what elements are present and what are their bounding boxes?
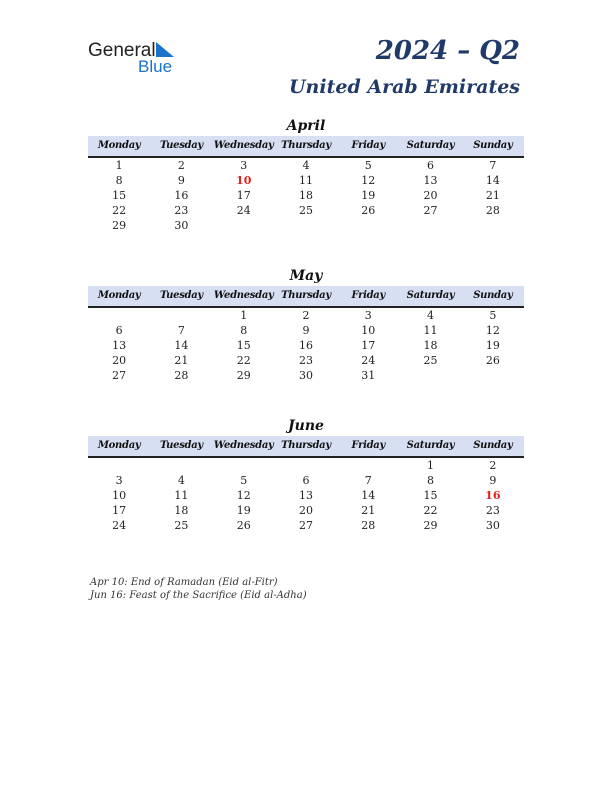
day-cell: 2 — [177, 159, 185, 172]
week-row — [88, 353, 524, 368]
day-cell: 19 — [361, 189, 376, 202]
day-cell: 28 — [174, 369, 189, 382]
day-cell: 9 — [489, 474, 497, 487]
holiday-note: Apr 10: End of Ramadan (Eid al-Fitr) — [90, 577, 278, 588]
day-cell: 1 — [427, 459, 435, 472]
day-cell — [88, 458, 150, 473]
day-cell: 26 — [485, 354, 500, 367]
day-cell: 20 — [423, 189, 438, 202]
weekday-label: Friday — [351, 140, 385, 151]
day-cell: 25 — [174, 519, 189, 532]
day-cell: 9 — [177, 174, 185, 187]
weekday-label: Saturday — [406, 290, 455, 301]
day-cell: 19 — [485, 339, 500, 352]
day-cell: 14 — [485, 174, 500, 187]
day-cell: 13 — [112, 339, 127, 352]
day-cell: 6 — [302, 474, 310, 487]
weekday-label: Friday — [351, 290, 385, 301]
day-cell: 2 — [302, 309, 310, 322]
logo-triangle-icon — [156, 42, 174, 57]
day-cell: 23 — [298, 354, 313, 367]
week-row — [88, 368, 524, 383]
day-cell — [150, 458, 212, 473]
day-cell: 27 — [298, 519, 313, 532]
day-cell: 12 — [236, 489, 251, 502]
day-cell: 12 — [485, 324, 500, 337]
month-grid — [88, 308, 524, 383]
day-cell: 24 — [361, 354, 376, 367]
day-cell: 22 — [236, 354, 251, 367]
day-cell: 28 — [485, 204, 500, 217]
day-cell: 10 — [361, 324, 376, 337]
weekday-label: Tuesday — [159, 440, 203, 451]
month-title: April — [286, 118, 326, 134]
weekday-label: Sunday — [473, 440, 513, 451]
weekday-label: Thursday — [281, 140, 331, 151]
holiday-notes — [90, 576, 307, 602]
day-cell: 10 — [112, 489, 127, 502]
week-row — [88, 503, 524, 518]
day-cell: 16 — [298, 339, 313, 352]
day-cell: 13 — [423, 174, 438, 187]
day-cell: 20 — [298, 504, 313, 517]
day-cell: 18 — [174, 504, 189, 517]
day-cell: 21 — [361, 504, 376, 517]
month-may — [88, 266, 524, 383]
day-cell: 5 — [489, 309, 497, 322]
weekday-label: Sunday — [473, 290, 513, 301]
day-cell: 13 — [298, 489, 313, 502]
day-cell: 22 — [423, 504, 438, 517]
day-cell: 26 — [236, 519, 251, 532]
week-row — [88, 203, 524, 218]
day-cell: 4 — [427, 309, 435, 322]
day-cell — [462, 368, 524, 383]
day-cell: 30 — [298, 369, 313, 382]
day-cell: 17 — [112, 504, 127, 517]
day-cell: 18 — [423, 339, 438, 352]
day-cell: 16 — [485, 489, 501, 502]
week-row — [88, 473, 524, 488]
day-cell: 3 — [240, 159, 248, 172]
day-cell: 11 — [423, 324, 438, 337]
day-cell: 5 — [240, 474, 248, 487]
week-row — [88, 173, 524, 188]
day-cell: 19 — [236, 504, 251, 517]
day-cell: 9 — [302, 324, 310, 337]
day-cell: 29 — [423, 519, 438, 532]
day-cell: 23 — [174, 204, 189, 217]
day-cell — [337, 218, 399, 233]
day-cell: 7 — [364, 474, 372, 487]
day-cell: 2 — [489, 459, 497, 472]
logo-blue-text: Blue — [138, 57, 173, 76]
day-cell: 25 — [298, 204, 313, 217]
weekday-label: Tuesday — [159, 140, 203, 151]
month-grid — [88, 458, 524, 533]
day-cell: 18 — [298, 189, 313, 202]
day-cell: 28 — [361, 519, 376, 532]
day-cell: 22 — [112, 204, 127, 217]
day-cell: 31 — [361, 369, 376, 382]
weekday-label: Friday — [351, 440, 385, 451]
month-title: May — [289, 268, 323, 284]
day-cell: 1 — [240, 309, 248, 322]
day-cell — [213, 458, 275, 473]
weekday-label: Wednesday — [213, 440, 274, 451]
weekday-label: Tuesday — [159, 290, 203, 301]
day-cell: 17 — [361, 339, 376, 352]
day-cell: 27 — [112, 369, 127, 382]
day-cell: 3 — [115, 474, 123, 487]
month-title: June — [288, 418, 324, 434]
month-june — [88, 416, 524, 533]
day-cell — [150, 308, 212, 323]
day-cell: 25 — [423, 354, 438, 367]
day-cell: 21 — [485, 189, 500, 202]
week-row — [88, 518, 524, 533]
week-row — [88, 188, 524, 203]
day-cell: 24 — [112, 519, 127, 532]
day-cell: 8 — [240, 324, 248, 337]
page-subtitle: United Arab Emirates — [288, 76, 520, 98]
day-cell: 7 — [177, 324, 185, 337]
day-cell: 17 — [236, 189, 251, 202]
weekday-label: Saturday — [406, 440, 455, 451]
day-cell: 24 — [236, 204, 251, 217]
month-grid — [88, 158, 524, 233]
day-cell — [462, 218, 524, 233]
day-cell: 21 — [174, 354, 189, 367]
week-row — [88, 158, 524, 173]
day-cell — [275, 458, 337, 473]
weekday-header — [88, 136, 524, 158]
weekday-label: Wednesday — [213, 290, 274, 301]
day-cell: 20 — [112, 354, 127, 367]
day-cell: 26 — [361, 204, 376, 217]
day-cell: 6 — [115, 324, 123, 337]
day-cell: 15 — [112, 189, 127, 202]
logo-general-text: General — [88, 40, 156, 61]
day-cell: 1 — [115, 159, 123, 172]
day-cell: 11 — [298, 174, 313, 187]
day-cell — [337, 458, 399, 473]
day-cell — [213, 218, 275, 233]
day-cell: 14 — [361, 489, 376, 502]
weekday-header — [88, 436, 524, 458]
weekday-header — [88, 286, 524, 308]
day-cell: 10 — [236, 174, 252, 187]
weekday-label: Saturday — [406, 140, 455, 151]
week-row — [88, 458, 524, 473]
day-cell — [275, 218, 337, 233]
holiday-note: Jun 16: Feast of the Sacrifice (Eid al-Adha) — [90, 590, 307, 601]
day-cell: 23 — [485, 504, 500, 517]
week-row — [88, 308, 524, 323]
day-cell: 4 — [302, 159, 310, 172]
weekday-label: Sunday — [473, 140, 513, 151]
brand-logo — [88, 40, 188, 76]
weekday-label: Monday — [97, 440, 141, 451]
day-cell — [88, 308, 150, 323]
day-cell: 6 — [427, 159, 435, 172]
weekday-label: Monday — [97, 140, 141, 151]
page-title: 2024 – Q2 — [375, 36, 520, 66]
day-cell: 7 — [489, 159, 497, 172]
day-cell: 14 — [174, 339, 189, 352]
day-cell: 27 — [423, 204, 438, 217]
weekday-label: Thursday — [281, 290, 331, 301]
day-cell: 8 — [427, 474, 435, 487]
day-cell — [399, 368, 461, 383]
week-row — [88, 218, 524, 233]
week-row — [88, 338, 524, 353]
month-april — [88, 116, 524, 233]
day-cell: 16 — [174, 189, 189, 202]
day-cell: 11 — [174, 489, 189, 502]
day-cell: 5 — [364, 159, 372, 172]
day-cell: 29 — [236, 369, 251, 382]
day-cell: 3 — [364, 309, 372, 322]
weekday-label: Monday — [97, 290, 141, 301]
weekday-label: Thursday — [281, 440, 331, 451]
week-row — [88, 488, 524, 503]
day-cell: 12 — [361, 174, 376, 187]
weekday-label: Wednesday — [213, 140, 274, 151]
day-cell: 8 — [115, 174, 123, 187]
day-cell: 15 — [423, 489, 438, 502]
day-cell: 30 — [485, 519, 500, 532]
day-cell: 30 — [174, 219, 189, 232]
week-row — [88, 323, 524, 338]
day-cell — [399, 218, 461, 233]
day-cell: 4 — [177, 474, 185, 487]
day-cell: 15 — [236, 339, 251, 352]
day-cell: 29 — [112, 219, 127, 232]
